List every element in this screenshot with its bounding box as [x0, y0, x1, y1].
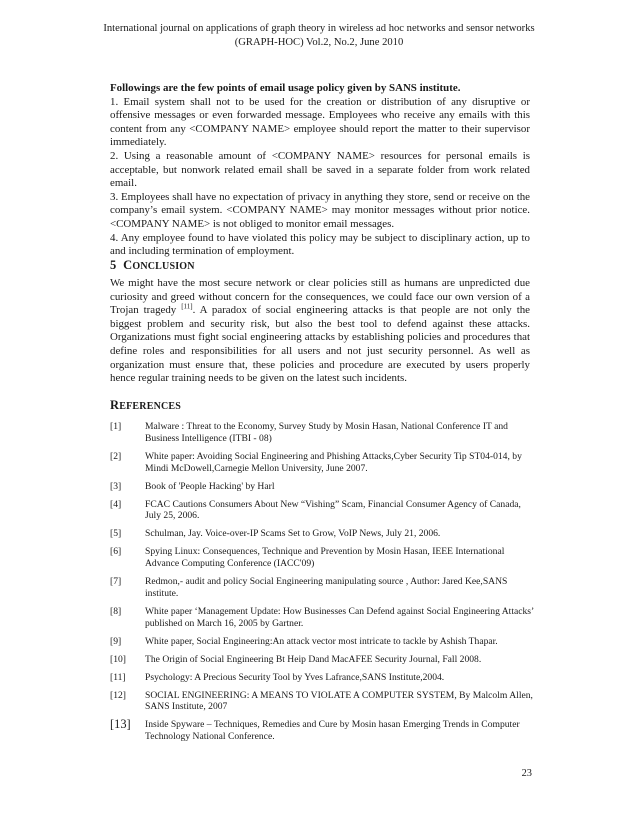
references-list: [110, 421, 535, 749]
reference-item: [110, 546, 535, 570]
reference-number: [13]: [110, 717, 131, 732]
reference-item: [110, 421, 535, 445]
reference-text: The Origin of Social Engineering Bt Heip Dand MacAFEE Security Journal, Fall 2008.: [145, 653, 482, 665]
policy-item-4: 4. Any employee found to have violated this policy may be subject to disciplinary action, up to and including termination of employment.: [110, 231, 530, 258]
reference-item: [110, 672, 535, 684]
reference-text: White paper ‘Management Update: How Businesses Can Defend against Social Engineering Attacks’ published on March 16, 2005 by Gartner.: [145, 605, 534, 629]
references-title-rest: EFERENCES: [119, 401, 182, 412]
journal-header-line-1: International journal on applications of graph theory in wireless ad hoc networks and sensor networks: [103, 23, 535, 34]
conclusion-heading: [110, 258, 195, 273]
reference-number: [3]: [110, 480, 122, 492]
reference-text: Malware : Threat to the Economy, Survey Study by Mosin Hasan, National Conference IT and Business Intelligence (ITBI - 08): [145, 421, 508, 444]
reference-text: Redmon,- audit and policy Social Engineering manipulating source , Author: Jared Kee,SANS institute.: [145, 576, 508, 599]
references-heading: [110, 398, 181, 413]
citation-11: [11]: [181, 302, 193, 311]
reference-text: Book of 'People Hacking' by Harl: [145, 480, 275, 492]
reference-number: [7]: [110, 576, 122, 588]
reference-text: Schulman, Jay. Voice-over-IP Scams Set to Grow, VoIP News, July 21, 2006.: [145, 528, 441, 540]
reference-text: Inside Spyware – Techniques, Remedies and Cure by Mosin hasan Emerging Trends in Computer Technology National Conference.: [145, 719, 520, 743]
reference-number: [12]: [110, 689, 126, 701]
reference-text: Spying Linux: Consequences, Technique and Prevention by Mosin Hasan, IEEE International Advance Computing Conference (IACC'09): [145, 546, 505, 570]
reference-item: [110, 690, 535, 714]
reference-number: [11]: [110, 671, 126, 683]
conclusion-text-part-1: We might have the most secure network or clear policies still as humans are unpredicted due curiosity and greed without concern for the consequences, we could face our own version of a Trojan tragedy: [110, 277, 530, 317]
section-number: 5: [110, 258, 117, 272]
reference-item: [110, 654, 535, 666]
reference-item: [110, 499, 535, 523]
reference-item: [110, 606, 535, 630]
conclusion-text-part-2: . A paradox of social engineering attacks is that people are not only the biggest problem and security risk, but also the best tool to defend against these attacks. Organizations must fight social engineering attacks by establishing policies and procedures that define roles and responsibilities for all users and not just security personnel. As well as organization must ensure that, these policies and procedure are executed by users properly hence regular training needs to be given on the latest such incidents.: [110, 304, 530, 385]
email-policy-title: Followings are the few points of email usage policy given by SANS institute.: [110, 82, 461, 94]
reference-item: [110, 481, 535, 493]
reference-item: [110, 451, 535, 475]
journal-header: [100, 22, 538, 49]
reference-number: [2]: [110, 450, 122, 462]
reference-number: [1]: [110, 421, 122, 432]
references-title-initial: R: [110, 398, 120, 412]
page-number: 23: [521, 768, 532, 779]
reference-number: [8]: [110, 605, 122, 617]
policy-item-2: 2. Using a reasonable amount of <COMPANY NAME> resources for personal emails is acceptable, but nonwork related email shall be saved in a separate folder from work related email.: [110, 149, 530, 190]
reference-text: Psychology: A Precious Security Tool by Yves Lafrance,SANS Institute,2004.: [145, 671, 445, 683]
reference-text: White paper: Avoiding Social Engineering and Phishing Attacks,Cyber Security Tip ST04-014, by Mindi McDowell,Carnegie Mellon University, June 2007.: [145, 450, 522, 474]
reference-number: [6]: [110, 546, 122, 558]
reference-text: FCAC Cautions Consumers About New “Vishing” Scam, Financial Consumer Agency of Canada, July 25, 2006.: [145, 498, 521, 522]
reference-text: SOCIAL ENGINEERING: A MEANS TO VIOLATE A COMPUTER SYSTEM, By Malcolm Allen, SANS Institute, 2007: [145, 689, 533, 713]
conclusion-title-rest: ONCLUSION: [132, 261, 195, 272]
reference-number: [4]: [110, 498, 122, 510]
reference-item: [110, 528, 535, 540]
policy-item-3: 3. Employees shall have no expectation of privacy in anything they store, send or receive on the company’s email system. <COMPANY NAME> may monitor messages without prior notice. <COMPANY NAME> is not obliged to monitor email messages.: [110, 190, 530, 230]
email-policy-section: [110, 82, 530, 259]
reference-item: [110, 719, 535, 743]
reference-number: [10]: [110, 653, 126, 665]
policy-item-1: 1. Email system shall not to be used for the creation or distribution of any disruptive or offensive messages or even forwarded message. Employees who receive any emails with this content from any <COMPANY NAME> employee should report the matter to their supervisor immediately.: [110, 95, 530, 149]
conclusion-title-initial: C: [123, 258, 133, 272]
reference-text: White paper, Social Engineering:An attack vector most intricate to tackle by Ashish Thapar.: [145, 635, 498, 647]
reference-number: [5]: [110, 528, 122, 540]
reference-item: [110, 576, 535, 600]
reference-item: [110, 636, 535, 648]
reference-number: [9]: [110, 635, 122, 647]
journal-header-line-2: (GRAPH-HOC) Vol.2, No.2, June 2010: [234, 36, 404, 48]
conclusion-paragraph: [110, 277, 530, 386]
